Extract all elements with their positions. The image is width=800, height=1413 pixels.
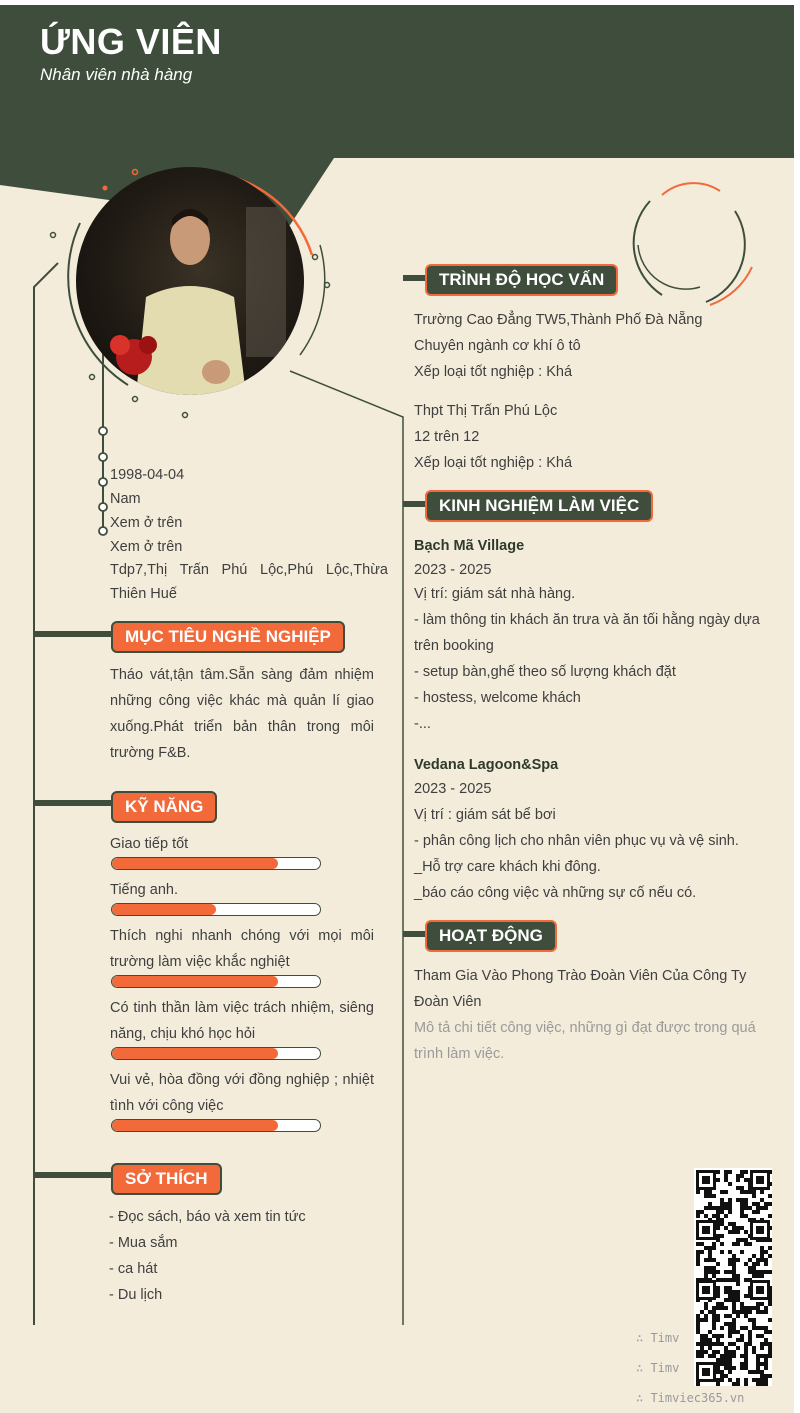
job-line: -... — [414, 716, 431, 732]
hobbies-title: SỞ THÍCH — [111, 1163, 222, 1195]
candidate-role: Nhân viên nhà hàng — [40, 65, 193, 84]
job-line: - hostess, welcome khách — [414, 690, 581, 706]
skill-name-2: Tiếng anh. — [110, 882, 178, 898]
education-major: Chuyên ngành cơ khí ô tô — [414, 338, 581, 354]
watermark-1: ∴ Timv — [636, 1331, 680, 1345]
job-line: Vị trí: giám sát nhà hàng. — [414, 586, 576, 602]
candidate-name: ỨNG VIÊN — [40, 21, 222, 62]
activity-line-2: Đoàn Viên — [414, 994, 482, 1010]
hobbies-list — [109, 1204, 389, 1308]
skill-fill-4 — [112, 1048, 278, 1059]
education-grade: Xếp loại tốt nghiệp : Khá — [414, 455, 573, 471]
skill-fill-2 — [112, 904, 216, 915]
job-line: - phân công lịch cho nhân viên phục vụ và vệ sinh. — [414, 833, 739, 849]
skills-title: KỸ NĂNG — [111, 791, 217, 823]
activity-placeholder: Mô tả chi tiết công việc, những gì đạt được trong quá trình làm việc. — [414, 1020, 756, 1062]
objective-text: Tháo vát,tận tâm.Sẵn sàng đảm nhiệm những công việc khác mà quản lí giao xuống.Phát triển bản thân trong môi trường F&B. — [110, 667, 374, 761]
education-major: 12 trên 12 — [414, 429, 480, 445]
job-line: _báo cáo công việc và những sự cố nếu có. — [414, 885, 697, 901]
job-entry-2 — [414, 752, 784, 906]
email: Xem ở trên — [110, 539, 183, 555]
job-line: - làm thông tin khách ăn trưa và ăn tối hằng ngày dựa trên booking — [414, 612, 760, 654]
skill-fill-1 — [112, 858, 278, 869]
education-entry-2 — [414, 398, 784, 476]
skill-fill-5 — [112, 1120, 278, 1131]
job-line: - setup bàn,ghế theo số lượng khách đặt — [414, 664, 676, 680]
job-period: 2023 - 2025 — [414, 562, 492, 578]
education-title: TRÌNH ĐỘ HỌC VẤN — [425, 264, 618, 296]
job-company: Bạch Mã Village — [414, 538, 525, 554]
skill-bar-3 — [111, 975, 321, 988]
education-school: Trường Cao Đẳng TW5,Thành Phố Đà Nẵng — [414, 312, 703, 328]
skill-fill-3 — [112, 976, 278, 987]
job-period: 2023 - 2025 — [414, 781, 492, 797]
education-entry-1 — [414, 307, 784, 385]
education-school: Thpt Thị Trấn Phú Lộc — [414, 403, 558, 419]
skill-name-3: Thích nghi nhanh chóng với mọi môi trường làm việc khắc nghiệt — [110, 928, 374, 970]
phone: Xem ở trên — [110, 515, 183, 531]
activity-line-1: Tham Gia Vào Phong Trào Đoàn Viên Của Công Ty — [414, 968, 747, 984]
qr-code — [694, 1168, 772, 1386]
activities-text — [414, 963, 784, 1067]
skill-bar-5 — [111, 1119, 321, 1132]
personal-info — [110, 462, 388, 606]
gender: Nam — [110, 491, 141, 507]
job-company: Vedana Lagoon&Spa — [414, 757, 559, 773]
watermark-3: ∴ Timviec365.vn — [636, 1391, 745, 1405]
watermark-2: ∴ Timv — [636, 1361, 680, 1375]
date-of-birth: 1998-04-04 — [110, 467, 185, 483]
skill-bar-4 — [111, 1047, 321, 1060]
hobby-item: - Du lịch — [109, 1287, 163, 1303]
skill-bar-2 — [111, 903, 321, 916]
education-grade: Xếp loại tốt nghiệp : Khá — [414, 364, 573, 380]
profile-photo-illustration — [76, 167, 304, 395]
hobby-item: - ca hát — [109, 1261, 158, 1277]
skill-name-5: Vui vẻ, hòa đồng với đồng nghiệp ; nhiệt tình với công việc — [110, 1072, 374, 1114]
hobby-item: - Đọc sách, báo và xem tin tức — [109, 1209, 306, 1225]
profile-photo — [76, 167, 304, 395]
hobby-item: - Mua sắm — [109, 1235, 178, 1251]
qr-code-pattern — [694, 1168, 772, 1386]
job-entry-1 — [414, 533, 784, 737]
job-line: Vị trí : giám sát bể bơi — [414, 807, 556, 823]
skill-name-4: Có tinh thần làm việc trách nhiệm, siêng năng, chịu khó học hỏi — [110, 1000, 374, 1042]
activities-title: HOẠT ĐỘNG — [425, 920, 557, 952]
job-line: _Hỗ trợ care khách khi đông. — [414, 859, 601, 875]
skill-name-1: Giao tiếp tốt — [110, 836, 189, 852]
address: Tdp7,Thị Trấn Phú Lộc,Phú Lộc,Thừa Thiên Huế — [110, 562, 388, 602]
experience-title: KINH NGHIỆM LÀM VIỆC — [425, 490, 653, 522]
skill-bar-1 — [111, 857, 321, 870]
objective-title: MỤC TIÊU NGHỀ NGHIỆP — [111, 621, 345, 653]
